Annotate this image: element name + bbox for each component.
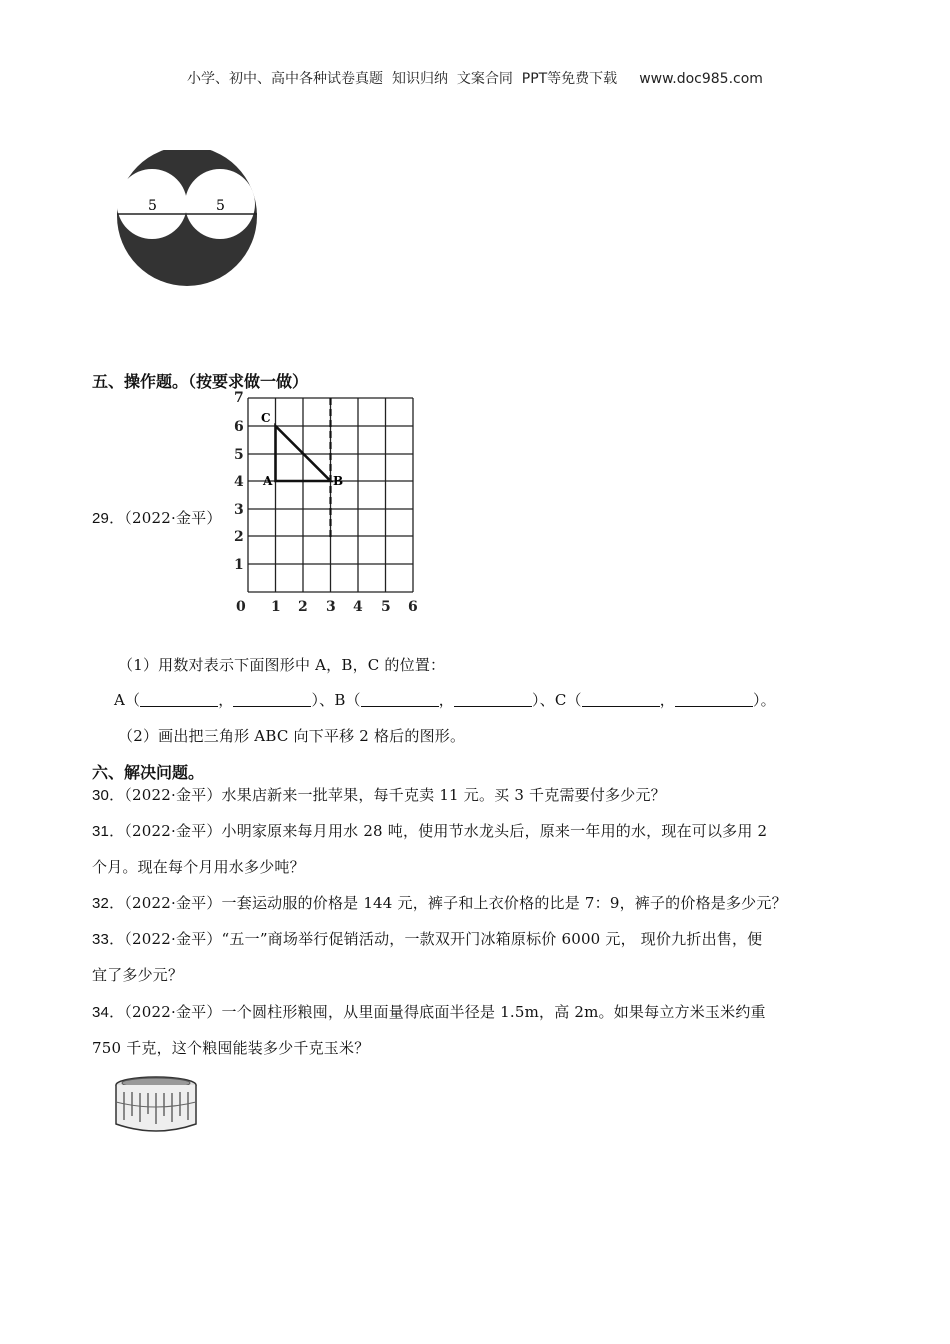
point-a-label: A [263,474,273,488]
blank-b-x[interactable] [361,692,439,707]
label-left: 5 [148,198,157,214]
q30-source: （2022·金平） [124,786,222,804]
comma: ， [659,691,675,709]
x-tick: 4 [353,599,363,615]
coordinate-grid [228,388,428,618]
point-b-label: B [333,474,344,488]
q33 [92,928,762,949]
answer-a-label: A（ [114,691,141,709]
q31 [92,820,767,841]
comma: ， [438,691,454,709]
blank-c-x[interactable] [582,692,660,707]
y-tick: 4 [234,474,244,490]
q30 [92,784,666,805]
q29-source: （2022·金平） [124,509,222,527]
q32 [92,892,787,913]
q30-text: 水果店新来一批苹果，每千克卖 11 元。买 3 千克需要付多少元？ [221,786,666,804]
q29-part1: （1）用数对表示下面图形中 A，B，C 的位置： [118,656,446,674]
q29-answer-line [114,689,776,710]
blank-a-y[interactable] [233,692,311,707]
circle-figure [112,150,262,286]
y-tick-labels [234,390,244,573]
x-tick: 1 [271,599,281,615]
q33-number: 33． [92,931,125,948]
blank-a-x[interactable] [140,692,218,707]
granary-illustration [110,1072,202,1136]
header-text: 小学、初中、高中各种试卷真题 知识归纳 文案合同 PPT等免费下载 [187,71,618,87]
y-tick: 7 [234,390,244,406]
q33-text2: 宜了多少元？ [92,966,184,984]
answer-end: ）。 [752,691,776,709]
q31-text2: 个月。现在每个月用水多少吨？ [92,858,305,876]
y-tick: 5 [234,447,244,463]
q33-source: （2022·金平） [124,930,222,948]
y-tick: 3 [234,502,244,518]
section6-title: 六、解决问题。 [92,763,205,782]
q34-text2: 750 千克，这个粮囤能装多少千克玉米？ [92,1039,370,1057]
q30-number: 30． [92,787,125,804]
q34-source: （2022·金平） [124,1003,222,1021]
q29-label [92,507,222,528]
q32-text: 一套运动服的价格是 144 元，裤子和上衣价格的比是 7：9，裤子的价格是多少元？ [221,894,787,912]
x-tick: 3 [326,599,336,615]
y-tick: 6 [234,419,244,435]
header-site: www.doc985.com [639,71,763,87]
grid-lines [248,398,413,592]
q32-source: （2022·金平） [124,894,222,912]
q31-source: （2022·金平） [124,822,222,840]
y-tick: 2 [234,529,244,545]
q34-number: 34． [92,1004,125,1021]
blank-c-y[interactable] [675,692,753,707]
x-tick: 2 [298,599,308,615]
blank-b-y[interactable] [454,692,532,707]
comma: ， [218,691,234,709]
answer-b-label: ）、B（ [311,691,361,709]
q32-number: 32． [92,895,125,912]
x-tick-labels [236,599,418,615]
label-right: 5 [216,198,225,214]
x-tick: 6 [408,599,418,615]
point-c-label: C [261,411,271,425]
x-tick: 0 [236,599,246,615]
q29-part2: （2）画出把三角形 ABC 向下平移 2 格后的图形。 [118,727,466,745]
x-tick: 5 [381,599,391,615]
q34-text: 一个圆柱形粮囤，从里面量得底面半径是 1.5m，高 2m。如果每立方米玉米约重 [221,1003,766,1021]
q31-text: 小明家原来每月用水 28 吨，使用节水龙头后，原来一年用的水，现在可以多用 2 [221,822,768,840]
q34 [92,1001,766,1022]
section5-title: 五、操作题。（按要求做一做） [92,372,309,391]
page-header [0,68,950,88]
q33-text: “五一”商场举行促销活动，一款双开门冰箱原标价 6000 元， 现价九折出售，便 [221,930,763,948]
q29-number: 29． [92,510,125,527]
q31-number: 31． [92,823,125,840]
y-tick: 1 [234,557,244,573]
answer-c-label: ）、C（ [531,691,582,709]
